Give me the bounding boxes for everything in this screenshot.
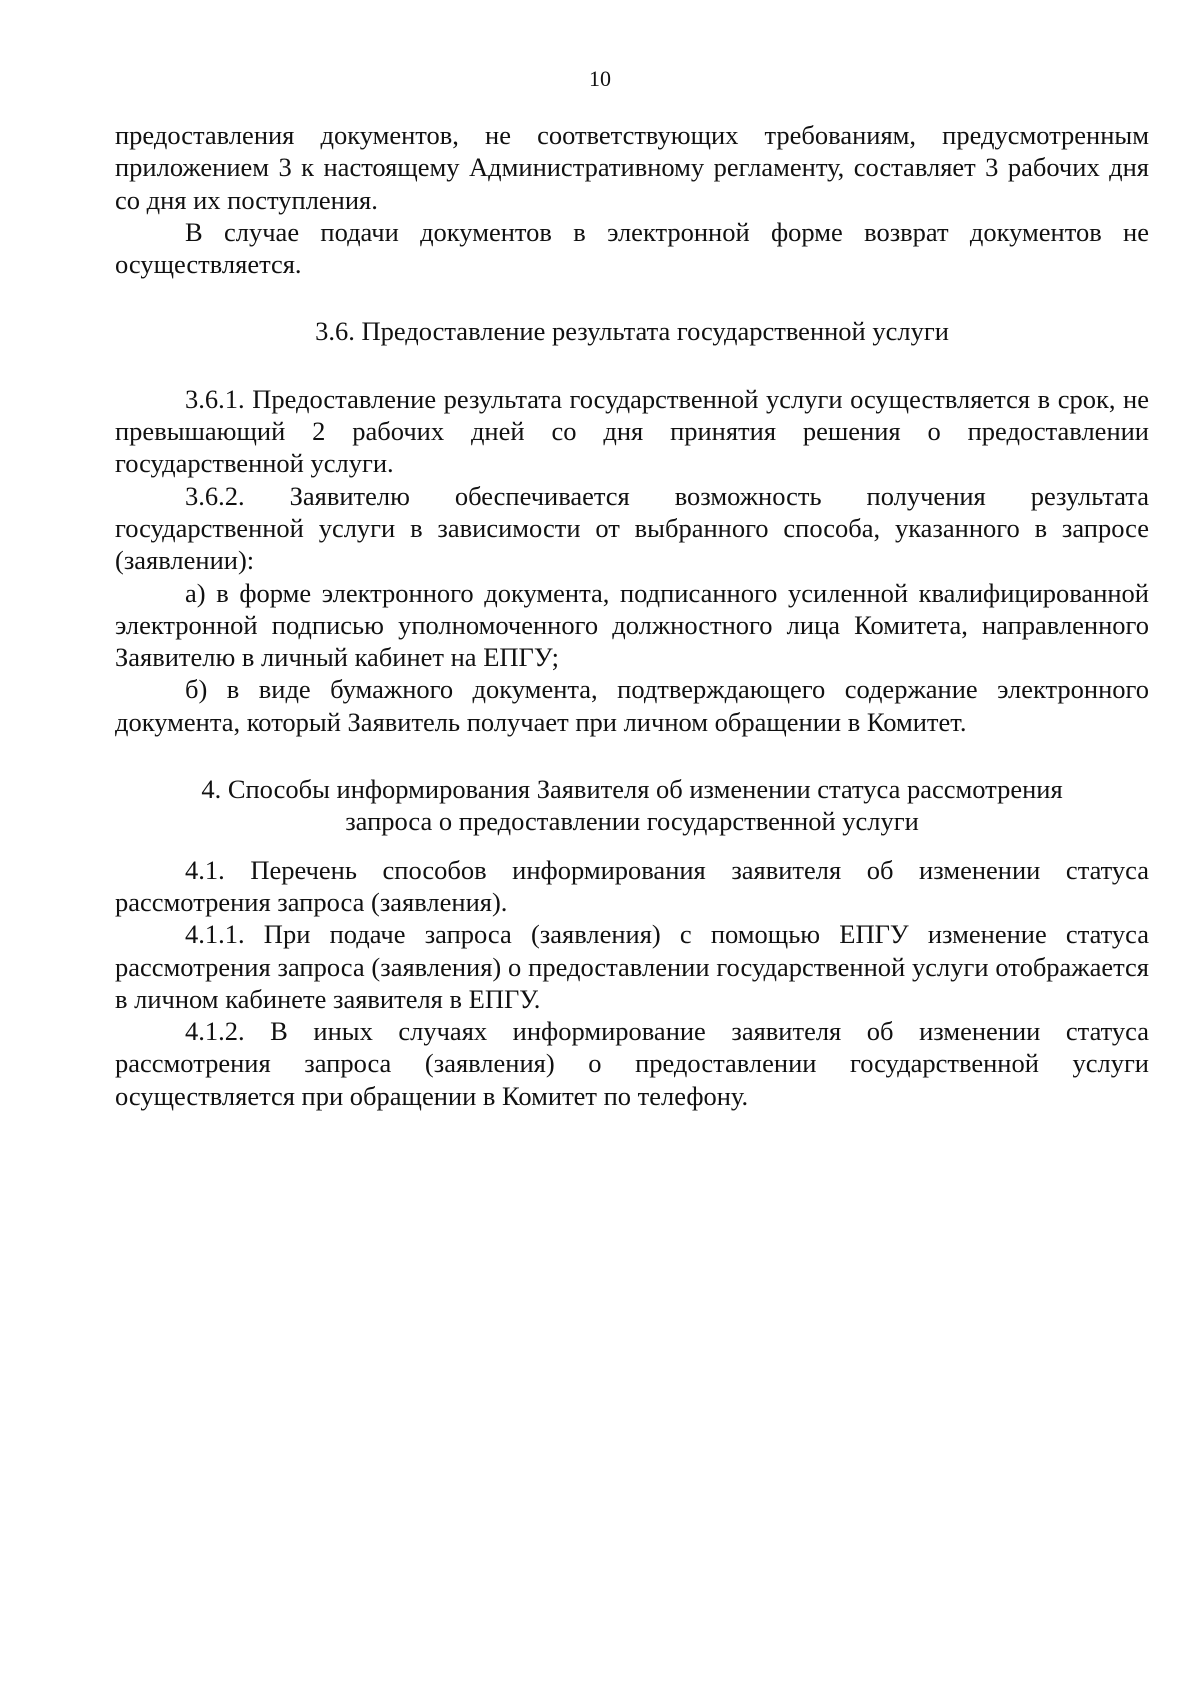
page-number: 10 bbox=[589, 66, 611, 91]
list-item-b: б) в виде бумажного документа, подтверждающего содержание электронного документа, который Заявитель получает при личном обращении в Комитет. bbox=[115, 674, 1149, 737]
section-4-heading-line-2: запроса о предоставлении государственной услуги bbox=[345, 806, 919, 837]
section-3-6-heading: 3.6. Предоставление результата государственной услуги bbox=[315, 316, 949, 347]
document-body bbox=[115, 119, 1149, 1112]
paragraph-3-6-2: 3.6.2. Заявителю обеспечивается возможность получения результата государственной услуги в зависимости от выбранного способа, указанного в запросе (заявлении): bbox=[115, 480, 1149, 576]
list-item-a: а) в форме электронного документа, подписанного усиленной квалифицированной электронной подписью уполномоченного должностного лица Комитета, направленного Заявителю в личный кабинет на ЕПГУ; bbox=[115, 577, 1149, 673]
section-4-heading-line-1: 4. Способы информирования Заявителя об изменении статуса рассмотрения bbox=[201, 774, 1063, 805]
paragraph-4-1: 4.1. Перечень способов информирования заявителя об изменении статуса рассмотрения запроса (заявления). bbox=[115, 854, 1149, 917]
electronic-return-paragraph: В случае подачи документов в электронной форме возврат документов не осуществляется. bbox=[115, 216, 1149, 280]
paragraph-3-6-1: 3.6.1. Предоставление результата государственной услуги осуществляется в срок, не превышающий 2 рабочих дней со дня принятия решения о предоставлении государственной услуги. bbox=[115, 383, 1149, 479]
continuation-paragraph: предоставления документов, не соответствующих требованиям, предусмотренным приложением 3 к настоящему Административному регламенту, составляет 3 рабочих дня со дня их поступления. bbox=[115, 120, 1149, 215]
paragraph-4-1-1: 4.1.1. При подаче запроса (заявления) с помощью ЕПГУ изменение статуса рассмотрения запроса (заявления) о предоставлении государственной услуги отображается в личном кабинете заявителя в ЕПГУ. bbox=[115, 919, 1149, 1014]
paragraph-4-1-2: 4.1.2. В иных случаях информирование заявителя об изменении статуса рассмотрения запроса (заявления) о предоставлении государственной услуги осуществляется при обращении в Комитет по телефону. bbox=[115, 1016, 1149, 1111]
